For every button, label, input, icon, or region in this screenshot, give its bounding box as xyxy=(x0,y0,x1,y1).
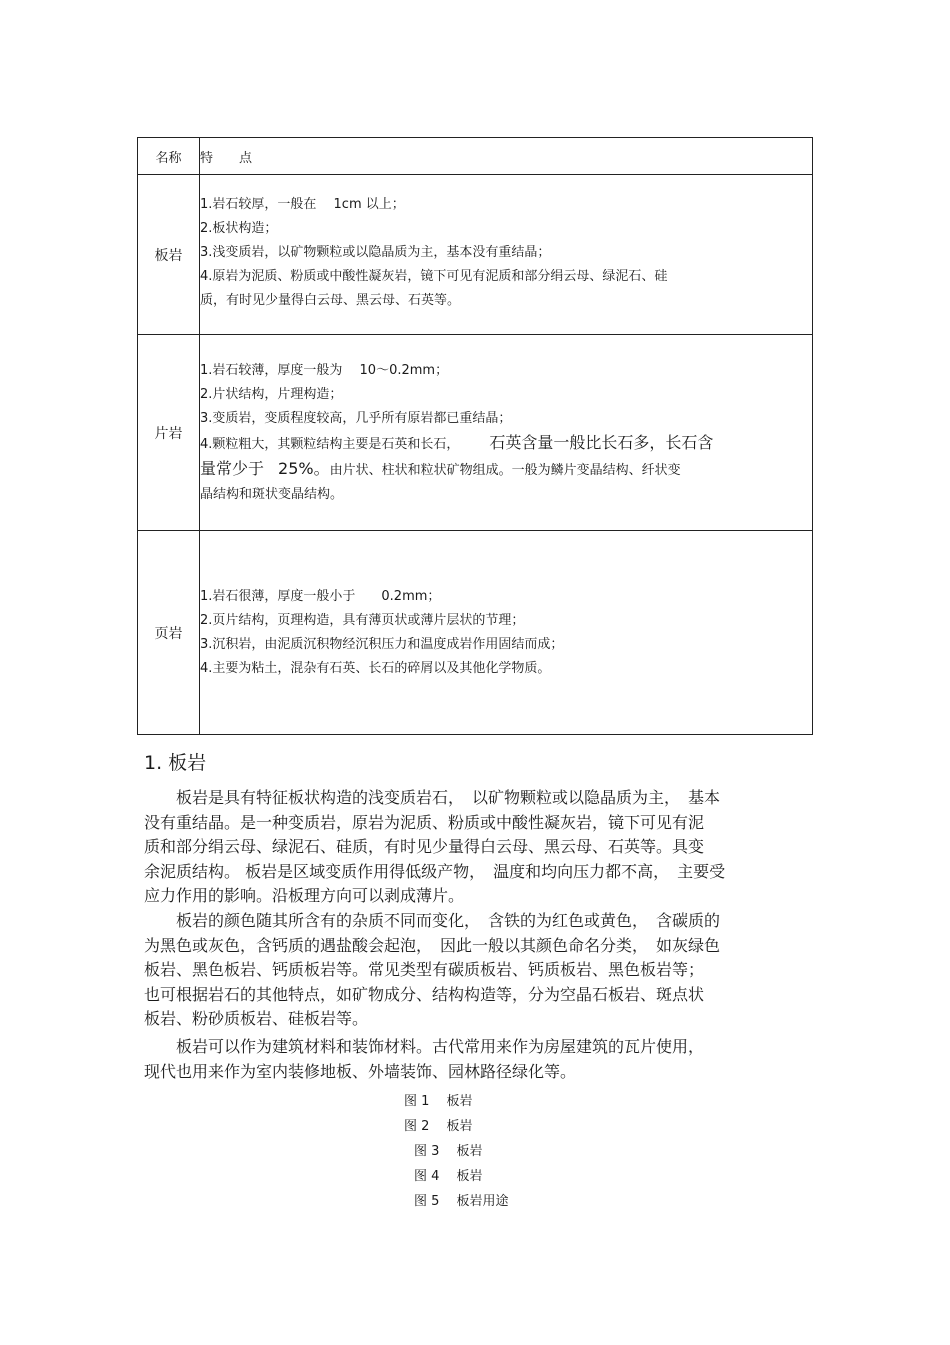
paragraph-line: 板岩的颜色随其所含有的杂质不同而变化， 含铁的为红色或黄色， 含碳质的 xyxy=(144,911,721,930)
table-row-schist xyxy=(138,335,813,531)
row-features-schist xyxy=(200,335,813,531)
feature-line xyxy=(200,431,812,457)
paragraph-line: 为黑色或灰色，含钙质的遇盐酸会起泡， 因此一般以其颜色命名分类， 如灰绿色 xyxy=(144,935,721,955)
figure-caption-1: 图 1 板岩 xyxy=(404,1094,473,1109)
feature-line: 4.原岩为泥质、粉质或中酸性凝灰岩，镜下可见有泥质和部分绢云母、绿泥石、硅 xyxy=(200,269,668,284)
feature-line: 1.岩石较薄，厚度一般为 10～0.2mm； xyxy=(200,363,449,378)
feature-line xyxy=(200,457,812,483)
paragraph-3 xyxy=(144,1035,810,1084)
header-name: 名称 xyxy=(138,138,200,175)
paragraph-line: 应力作用的影响。沿板理方向可以剥成薄片。 xyxy=(144,886,465,905)
paragraph-line: 板岩是具有特征板状构造的浅变质岩石， 以矿物颗粒或以隐晶质为主， 基本 xyxy=(144,788,721,807)
table-row-shale xyxy=(138,531,813,735)
feature-line-part: 由片状、柱状和粒状矿物组成。一般为鳞片变晶结构、纤状变 xyxy=(329,463,681,478)
feature-line-part: 25%。 xyxy=(278,459,330,478)
paragraph-1 xyxy=(144,786,810,909)
paragraph-line: 也可根据岩石的其他特点，如矿物成分、结构构造等，分为空晶石板岩、斑点状 xyxy=(144,984,705,1004)
row-name-schist: 片岩 xyxy=(138,335,200,531)
feature-line: 2.页片结构，页理构造，具有薄页状或薄片层状的节理； xyxy=(200,613,525,628)
feature-line: 晶结构和斑状变晶结构。 xyxy=(200,487,344,502)
feature-line: 质，有时见少量得白云母、黑云母、石英等。 xyxy=(200,293,461,308)
paragraph-2 xyxy=(144,909,810,1032)
row-name-slate: 板岩 xyxy=(138,175,200,335)
feature-line: 3.沉积岩，由泥质沉积物经沉积压力和温度成岩作用固结而成； xyxy=(200,637,564,652)
paragraph-line: 板岩可以作为建筑材料和装饰材料。古代常用来作为房屋建筑的瓦片使用， xyxy=(144,1037,705,1056)
paragraph-line: 余泥质结构。 板岩是区域变质作用得低级产物， 温度和均向压力都不高， 主要受 xyxy=(144,861,726,881)
paragraph-line: 板岩、黑色板岩、钙质板岩等。常见类型有碳质板岩、钙质板岩、黑色板岩等； xyxy=(144,960,705,979)
feature-line-part: 量常少于 xyxy=(200,459,265,478)
feature-line: 2.板状构造； xyxy=(200,221,278,236)
header-features: 特 点 xyxy=(200,138,813,175)
row-features-shale xyxy=(200,531,813,735)
row-features-slate xyxy=(200,175,813,335)
feature-line: 2.片状结构，片理构造； xyxy=(200,387,343,402)
feature-line: 3.浅变质岩，以矿物颗粒或以隐晶质为主，基本没有重结晶； xyxy=(200,245,551,260)
paragraph-line: 没有重结晶。是一种变质岩，原岩为泥质、粉质或中酸性凝灰岩，镜下可见有泥 xyxy=(144,812,705,832)
feature-line-part: 石英含量一般比长石多，长石含 xyxy=(489,433,714,452)
feature-line: 1.岩石很薄，厚度一般小于 0.2mm； xyxy=(200,589,441,604)
paragraph-line: 板岩、粉砂质板岩、硅板岩等。 xyxy=(144,1009,369,1028)
rock-comparison-table xyxy=(137,137,813,735)
paragraph-line: 现代也用来作为室内装修地板、外墙装饰、园林路径绿化等。 xyxy=(144,1061,577,1081)
table-row-slate xyxy=(138,175,813,335)
figure-caption-4: 图 4 板岩 xyxy=(414,1169,483,1184)
feature-line: 3.变质岩，变质程度较高，几乎所有原岩都已重结晶； xyxy=(200,411,512,426)
figure-caption-2: 图 2 板岩 xyxy=(404,1119,473,1134)
row-name-shale: 页岩 xyxy=(138,531,200,735)
figure-caption-3: 图 3 板岩 xyxy=(414,1144,483,1159)
feature-line: 4.主要为粘土，混杂有石英、长石的碎屑以及其他化学物质。 xyxy=(200,661,551,676)
figure-caption-5: 图 5 板岩用途 xyxy=(414,1194,509,1209)
paragraph-line: 质和部分绢云母、绿泥石、硅质，有时见少量得白云母、黑云母、石英等。具变 xyxy=(144,837,705,856)
feature-line: 1.岩石较厚，一般在 1cm 以上； xyxy=(200,197,405,212)
section-heading: 1. 板岩 xyxy=(144,752,207,774)
table-header-row xyxy=(138,138,813,175)
feature-line-part: 4.颗粒粗大，其颗粒结构主要是石英和长石， xyxy=(200,437,460,452)
